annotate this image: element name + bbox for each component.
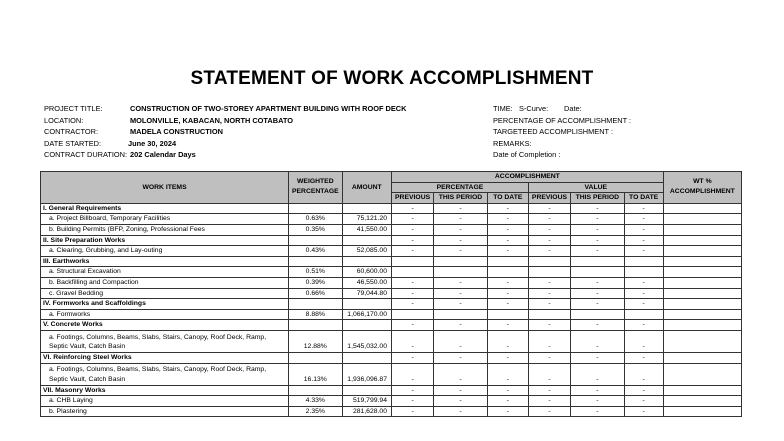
prev-pct-cell: - <box>391 406 433 417</box>
location-value: MOLONVILLE, KABACAN, NORTH COTABATO <box>130 115 293 125</box>
targeted-row <box>493 126 773 138</box>
weight-cell: 0.63% <box>289 214 343 225</box>
date-started-value: June 30, 2024 <box>128 138 177 148</box>
work-items-header: WORK ITEMS <box>41 172 289 204</box>
todate-pct-cell: - <box>487 224 528 235</box>
prev-val-cell: - <box>528 203 570 214</box>
todate-val-cell: - <box>624 385 663 396</box>
prev-pct-cell: - <box>391 385 433 396</box>
work-item-cell: II. Site Preparation Works <box>41 235 289 246</box>
todate-val-cell: - <box>624 363 663 385</box>
weight-cell <box>289 203 343 214</box>
prev-pct-cell: - <box>391 224 433 235</box>
weight-cell: 8.88% <box>289 309 343 320</box>
todate-val-cell: - <box>624 224 663 235</box>
weighted-header-line1: WEIGHTED <box>297 178 334 186</box>
prev-val-cell: - <box>528 396 570 407</box>
this-val-cell: - <box>571 246 625 257</box>
to-date-header: TO DATE <box>487 193 528 204</box>
todate-val-cell: - <box>624 203 663 214</box>
this-val-cell: - <box>571 396 625 407</box>
work-item-cell: a. Footings, Columns, Beams, Slabs, Stairs, Canopy, Roof Deck, Ramp, Septic Vault, Catch Basin <box>41 330 289 352</box>
weight-cell: 2.35% <box>289 406 343 417</box>
table-row <box>41 246 742 257</box>
wt-accomplishment-cell <box>663 396 741 407</box>
todate-pct-cell: - <box>487 352 528 363</box>
amount-cell: 75,121.20 <box>342 214 391 225</box>
amount-cell <box>342 352 391 363</box>
remarks-row <box>493 138 773 150</box>
todate-val-cell: - <box>624 235 663 246</box>
section-row <box>41 235 742 246</box>
prev-pct-cell: - <box>391 299 433 310</box>
weighted-header <box>289 172 343 204</box>
work-item-cell: a. Project Billboard, Temporary Facilities <box>41 214 289 225</box>
this-val-cell: - <box>571 203 625 214</box>
todate-pct-cell <box>487 309 528 320</box>
wt-accomplishment-cell <box>663 363 741 385</box>
work-item-cell: a. Clearing, Grubbing, and Lay-outing <box>41 246 289 257</box>
todate-pct-cell: - <box>487 299 528 310</box>
weight-cell: 16.13% <box>289 363 343 385</box>
prev-val-cell: - <box>528 385 570 396</box>
work-item-cell: I. General Requirements <box>41 203 289 214</box>
acc-value-header: VALUE <box>528 182 663 193</box>
table-row <box>41 396 742 407</box>
wt-accomplishment-cell <box>663 330 741 352</box>
section-row <box>41 299 742 310</box>
scurve-label: S-Curve: <box>519 104 549 113</box>
todate-pct-cell: - <box>487 320 528 331</box>
wt-accomplishment-cell <box>663 246 741 257</box>
value-to-date-header: TO DATE <box>624 193 663 204</box>
todate-val-cell: - <box>624 246 663 257</box>
amount-cell: 60,600.00 <box>342 267 391 278</box>
work-item-cell: b. Building Permits (BFP, Zoning, Professional Fees <box>41 224 289 235</box>
this-pct-cell: - <box>434 363 488 385</box>
prev-val-cell: - <box>528 352 570 363</box>
todate-val-cell <box>624 309 663 320</box>
todate-val-cell: - <box>624 320 663 331</box>
project-title-row <box>44 103 484 115</box>
todate-val-cell: - <box>624 330 663 352</box>
table-row <box>41 214 742 225</box>
date-label: Date: <box>564 104 582 113</box>
percentage-row <box>493 115 773 127</box>
work-item-cell: VII. Masonry Works <box>41 385 289 396</box>
table-row <box>41 288 742 299</box>
this-val-cell <box>571 267 625 278</box>
section-row <box>41 352 742 363</box>
work-item-cell: a. Structural Excavation <box>41 267 289 278</box>
wt-pct-line: WT % <box>693 178 712 186</box>
amount-cell <box>342 299 391 310</box>
amount-cell <box>342 203 391 214</box>
value-previous-header: PREVIOUS <box>528 193 570 204</box>
completion-label: Date of Completion : <box>493 150 561 159</box>
work-item-cell: c. Gravel Bedding <box>41 288 289 299</box>
wt-accomplishment-cell <box>663 224 741 235</box>
wt-accomplishment-cell <box>663 288 741 299</box>
contractor-label: CONTRACTOR: <box>44 127 99 136</box>
amount-cell: 52,085.00 <box>342 246 391 257</box>
work-item-cell: a. CHB Laying <box>41 396 289 407</box>
this-pct-cell: - <box>434 352 488 363</box>
table-row <box>41 406 742 417</box>
this-pct-cell <box>434 309 488 320</box>
prev-val-cell: - <box>528 406 570 417</box>
weight-cell <box>289 235 343 246</box>
this-pct-cell: - <box>434 330 488 352</box>
this-val-cell: - <box>571 352 625 363</box>
contractor-row <box>44 126 484 138</box>
work-item-cell: III. Earthworks <box>41 256 289 267</box>
wt-acc-line: ACCOMPLISHMENT <box>669 188 735 196</box>
duration-label: CONTRACT DURATION: <box>44 150 128 159</box>
prev-val-cell: - <box>528 214 570 225</box>
this-pct-cell: - <box>434 214 488 225</box>
wt-accomplishment-cell <box>663 214 741 225</box>
prev-val-cell <box>528 267 570 278</box>
completion-row <box>493 149 773 161</box>
prev-val-cell: - <box>528 277 570 288</box>
prev-pct-cell: - <box>391 330 433 352</box>
this-pct-cell <box>434 256 488 267</box>
todate-pct-cell: - <box>487 246 528 257</box>
this-pct-cell: - <box>434 277 488 288</box>
prev-pct-cell: - <box>391 246 433 257</box>
amount-cell <box>342 256 391 267</box>
weight-cell: 0.43% <box>289 246 343 257</box>
status-info <box>493 103 773 161</box>
table-row <box>41 267 742 278</box>
prev-val-cell: - <box>528 320 570 331</box>
todate-val-cell: - <box>624 396 663 407</box>
amount-cell <box>342 320 391 331</box>
amount-cell <box>342 235 391 246</box>
wt-accomplishment-cell <box>663 235 741 246</box>
project-info <box>44 103 484 161</box>
table-row <box>41 330 742 352</box>
this-val-cell: - <box>571 363 625 385</box>
this-val-cell: - <box>571 224 625 235</box>
todate-val-cell: - <box>624 214 663 225</box>
duration-row <box>44 149 484 161</box>
table-row <box>41 363 742 385</box>
weight-cell: 0.51% <box>289 267 343 278</box>
weight-cell: 0.39% <box>289 277 343 288</box>
todate-pct-cell: - <box>487 235 528 246</box>
amount-cell: 1,545,032.00 <box>342 330 391 352</box>
this-pct-cell: - <box>434 224 488 235</box>
table-row <box>41 224 742 235</box>
prev-val-cell: - <box>528 224 570 235</box>
todate-pct-cell: - <box>487 288 528 299</box>
prev-pct-cell <box>391 256 433 267</box>
accomplishment-header: ACCOMPLISHMENT <box>391 172 663 183</box>
todate-val-cell: - <box>624 288 663 299</box>
prev-pct-cell: - <box>391 288 433 299</box>
this-period-header: THIS PERIOD <box>434 193 488 204</box>
section-row <box>41 320 742 331</box>
this-val-cell: - <box>571 385 625 396</box>
wt-accomplishment-cell <box>663 352 741 363</box>
todate-pct-cell <box>487 267 528 278</box>
previous-header: PREVIOUS <box>391 193 433 204</box>
wt-accomplishment-cell <box>663 299 741 310</box>
section-row <box>41 385 742 396</box>
todate-pct-cell <box>487 256 528 267</box>
prev-val-cell: - <box>528 299 570 310</box>
acc-percentage-header: PERCENTAGE <box>391 182 528 193</box>
wt-accomplishment-cell <box>663 267 741 278</box>
weight-cell <box>289 385 343 396</box>
prev-val-cell <box>528 309 570 320</box>
prev-pct-cell: - <box>391 363 433 385</box>
todate-val-cell: - <box>624 352 663 363</box>
this-pct-cell: - <box>434 406 488 417</box>
this-pct-cell: - <box>434 203 488 214</box>
amount-cell: 1,936,096.87 <box>342 363 391 385</box>
prev-val-cell: - <box>528 330 570 352</box>
prev-val-cell: - <box>528 363 570 385</box>
weighted-header-line2: PERCENTAGE <box>291 188 339 196</box>
work-item-cell: b. Plastering <box>41 406 289 417</box>
weight-cell: 0.35% <box>289 224 343 235</box>
weight-cell: 4.33% <box>289 396 343 407</box>
this-val-cell: - <box>571 320 625 331</box>
prev-pct-cell: - <box>391 235 433 246</box>
duration-value: 202 Calendar Days <box>130 150 196 159</box>
this-val-cell <box>571 309 625 320</box>
location-row <box>44 115 484 127</box>
todate-val-cell <box>624 267 663 278</box>
work-item-cell: a. Footings, Columns, Beams, Slabs, Stairs, Canopy, Roof Deck, Ramp, Septic Vault, Catch Basin <box>41 363 289 385</box>
time-row <box>493 103 773 115</box>
todate-pct-cell: - <box>487 406 528 417</box>
todate-pct-cell: - <box>487 396 528 407</box>
wt-accomplishment-cell <box>663 203 741 214</box>
this-pct-cell: - <box>434 396 488 407</box>
header-row-1 <box>41 172 742 183</box>
wt-accomplishment-header <box>663 172 741 204</box>
prev-pct-cell: - <box>391 203 433 214</box>
todate-pct-cell: - <box>487 277 528 288</box>
todate-pct-cell: - <box>487 330 528 352</box>
prev-pct-cell: - <box>391 352 433 363</box>
wt-accomplishment-cell <box>663 309 741 320</box>
prev-val-cell: - <box>528 288 570 299</box>
project-title-label: PROJECT TITLE: <box>44 104 103 113</box>
this-pct-cell: - <box>434 299 488 310</box>
this-pct-cell: - <box>434 235 488 246</box>
amount-header: AMOUNT <box>342 172 391 204</box>
this-pct-cell: - <box>434 288 488 299</box>
wt-accomplishment-cell <box>663 406 741 417</box>
weight-cell: 0.66% <box>289 288 343 299</box>
amount-cell: 1,066,170.00 <box>342 309 391 320</box>
prev-pct-cell: - <box>391 277 433 288</box>
work-item-cell: VI. Reinforcing Steel Works <box>41 352 289 363</box>
this-pct-cell <box>434 267 488 278</box>
section-row <box>41 256 742 267</box>
date-started-label: DATE STARTED: <box>44 138 102 148</box>
work-item-cell: a. Formworks <box>41 309 289 320</box>
work-item-cell: b. Backfilling and Compaction <box>41 277 289 288</box>
amount-cell: 79,044.80 <box>342 288 391 299</box>
todate-val-cell: - <box>624 277 663 288</box>
weight-cell <box>289 352 343 363</box>
location-label: LOCATION: <box>44 115 84 125</box>
prev-pct-cell: - <box>391 396 433 407</box>
todate-pct-cell: - <box>487 385 528 396</box>
wt-accomplishment-cell <box>663 320 741 331</box>
prev-val-cell: - <box>528 246 570 257</box>
value-this-period-header: THIS PERIOD <box>571 193 625 204</box>
amount-cell: 46,550.00 <box>342 277 391 288</box>
prev-pct-cell: - <box>391 320 433 331</box>
work-item-cell: IV. Formworks and Scaffoldings <box>41 299 289 310</box>
percentage-label: PERCENTAGE OF ACCOMPLISHMENT : <box>493 115 632 125</box>
table-row <box>41 309 742 320</box>
todate-val-cell: - <box>624 406 663 417</box>
todate-pct-cell: - <box>487 214 528 225</box>
prev-pct-cell <box>391 309 433 320</box>
wt-accomplishment-cell <box>663 277 741 288</box>
amount-cell <box>342 385 391 396</box>
weight-cell <box>289 256 343 267</box>
wt-accomplishment-cell <box>663 385 741 396</box>
weight-cell <box>289 299 343 310</box>
this-val-cell: - <box>571 288 625 299</box>
document-title: STATEMENT OF WORK ACCOMPLISHMENT <box>190 68 594 89</box>
this-pct-cell: - <box>434 246 488 257</box>
this-val-cell: - <box>571 299 625 310</box>
this-pct-cell: - <box>434 320 488 331</box>
remarks-label: REMARKS: <box>493 138 532 148</box>
this-val-cell: - <box>571 277 625 288</box>
work-item-cell: V. Concrete Works <box>41 320 289 331</box>
date-started-row <box>44 138 484 150</box>
section-row <box>41 203 742 214</box>
time-label: TIME: <box>493 104 513 113</box>
targeted-label: TARGETEED ACCOMPLISHMENT : <box>493 127 614 136</box>
weight-cell: 12.88% <box>289 330 343 352</box>
this-val-cell: - <box>571 235 625 246</box>
this-val-cell: - <box>571 214 625 225</box>
weight-cell <box>289 320 343 331</box>
accomplishment-table <box>40 171 742 417</box>
prev-pct-cell <box>391 267 433 278</box>
prev-val-cell <box>528 256 570 267</box>
table-body <box>41 203 742 417</box>
contractor-value: MADELA CONSTRUCTION <box>130 127 223 136</box>
table-row <box>41 277 742 288</box>
prev-val-cell: - <box>528 235 570 246</box>
todate-val-cell <box>624 256 663 267</box>
amount-cell: 41,550.00 <box>342 224 391 235</box>
wt-accomplishment-cell <box>663 256 741 267</box>
todate-pct-cell: - <box>487 363 528 385</box>
this-val-cell: - <box>571 330 625 352</box>
todate-val-cell: - <box>624 299 663 310</box>
this-val-cell <box>571 256 625 267</box>
this-val-cell: - <box>571 406 625 417</box>
project-title-value: CONSTRUCTION OF TWO-STOREY APARTMENT BUILDING WITH ROOF DECK <box>130 104 407 113</box>
amount-cell: 281,628.00 <box>342 406 391 417</box>
amount-cell: 519,799.94 <box>342 396 391 407</box>
todate-pct-cell: - <box>487 203 528 214</box>
this-pct-cell: - <box>434 385 488 396</box>
prev-pct-cell: - <box>391 214 433 225</box>
